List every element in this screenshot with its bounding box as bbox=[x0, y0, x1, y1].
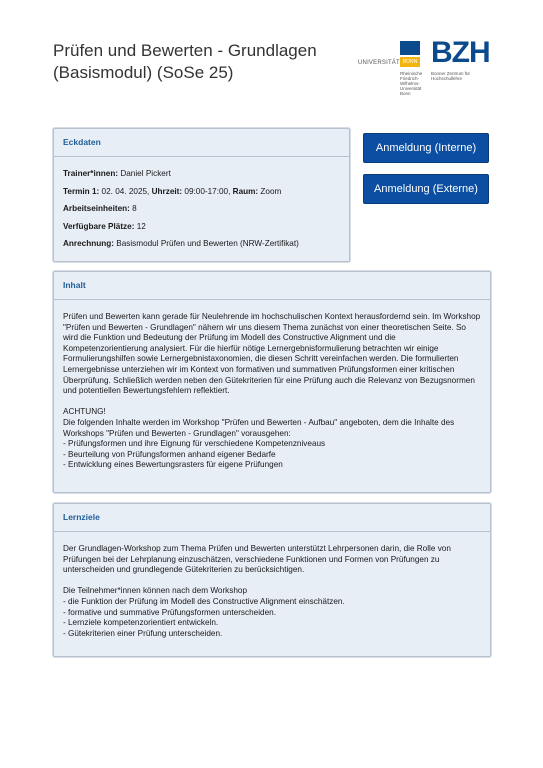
bzh-logo bbox=[358, 38, 498, 94]
bzh-logo-text: BZH bbox=[431, 36, 490, 69]
bzh-logo-subtext: Bonner Zentrum für Hochschullehre bbox=[431, 71, 471, 81]
inhalt-panel bbox=[53, 271, 491, 493]
inhalt-list-item: - Beurteilung von Prüfungsformen anhand eigener Bedarfe bbox=[63, 449, 276, 459]
page-title: Prüfen und Bewerten - Grundlagen (Basismodul) (SoSe 25) bbox=[53, 41, 317, 82]
lernziele-list-item: - formative und summative Prüfungsformen unterscheiden. bbox=[63, 607, 276, 617]
university-logo-bonn: BONN bbox=[400, 57, 420, 67]
inhalt-paragraph: Prüfen und Bewerten kann gerade für Neulehrende im hochschulischen Kontext herausfordernd sein. Im Workshop "Prüfen und Bewerten - Grundlagen" nähern wir uns diesem Thema zunächst von einer theoretischen Seite. So wird die Funktion und Bedeutung der Prüfung im Modell des Constructive Alignment und die Kompetenzorientierung analysiert. Für die hierfür nötige Lernergebnisformulierung betrachten wir einige Formulierungshilfen sowie Lernergebnistaxonomien, die diesen Schritt vereinfachen werden. Die formulierten Lernergebnisse unterziehen wir im Kontext von formativen und summativen Prüfungsformen einer kritischen Überprüfung. Schließlich werden neben den Gütekriterien für eine Prüfung auch die Relevanz von Bezugsnormen und potentiellen Bewertungsfehlern reflektiert. bbox=[63, 312, 481, 396]
eckdaten-panel bbox=[53, 128, 350, 262]
inhalt-list-item: - Entwicklung eines Bewertungsrasters für eigene Prüfungen bbox=[63, 460, 283, 470]
termin-line bbox=[63, 187, 340, 198]
arbeitseinheiten-label: Arbeitseinheiten: bbox=[63, 204, 130, 214]
lernziele-heading: Lernziele bbox=[54, 504, 490, 532]
anrechnung-label: Anrechnung: bbox=[63, 239, 114, 249]
plaetze-value: 12 bbox=[136, 221, 146, 231]
lernziele-list-item: - die Funktion der Prüfung im Modell des Constructive Alignment einschätzen. bbox=[63, 596, 345, 606]
lernziele-panel bbox=[53, 503, 491, 657]
lernziele-list-item: - Lernziele kompetenzorientiert entwickeln. bbox=[63, 618, 219, 628]
uhrzeit-value: 09:00-17:00, bbox=[184, 186, 231, 196]
plaetze-line bbox=[63, 222, 340, 233]
trainer-value: Daniel Pickert bbox=[120, 169, 171, 178]
trainer-line bbox=[63, 169, 340, 180]
trainer-label: Trainer*innen: bbox=[63, 169, 119, 178]
register-internal-button[interactable]: Anmeldung (Interne) bbox=[363, 133, 489, 163]
arbeitseinheiten-value: 8 bbox=[132, 204, 137, 214]
lernziele-list-item: - Gütekriterien einer Prüfung unterscheiden. bbox=[63, 628, 223, 638]
inhalt-list-item: - Prüfungsformen und ihre Eignung für verschiedene Kompetenzniveaus bbox=[63, 439, 326, 449]
lernziele-paragraph: Der Grundlagen-Workshop zum Thema Prüfen und Bewerten unterstützt Lehrpersonen darin, die Rolle von Prüfungen bei der Lehrplanung einzuschätzen, verschiedene Funktionen und Formen von Prüfungen zu unterscheiden und grundlegende Gütekriterien zu berücksichtigen. bbox=[63, 544, 451, 575]
eckdaten-heading: Eckdaten bbox=[54, 129, 349, 157]
anrechnung-value: Basismodul Prüfen und Bewerten (NRW-Zertifikat) bbox=[116, 239, 299, 249]
raum-label: Raum: bbox=[232, 186, 259, 196]
plaetze-label: Verfügbare Plätze: bbox=[63, 221, 135, 231]
university-logo-subtext: Rheinische Friedrich-Wilhelms-Universität Bonn bbox=[400, 71, 423, 96]
inhalt-heading: Inhalt bbox=[54, 272, 490, 300]
termin-date: 02. 04. 2025, bbox=[101, 186, 150, 196]
university-logo-mark bbox=[400, 41, 420, 55]
termin-label: Termin 1: bbox=[63, 186, 100, 196]
university-logo-text: UNIVERSITÄT bbox=[358, 60, 400, 66]
arbeitseinheiten-line bbox=[63, 204, 340, 215]
achtung-text: Die folgenden Inhalte werden im Workshop "Prüfen und Bewerten - Aufbau" angeboten, dem die Inhalte des Workshops "Prüfen und Bewerten - Grundlagen" vorausgehen: bbox=[63, 417, 455, 438]
uhrzeit-label: Uhrzeit: bbox=[151, 186, 183, 196]
register-external-button[interactable]: Anmeldung (Externe) bbox=[363, 174, 489, 204]
raum-value: Zoom bbox=[260, 186, 282, 196]
anrechnung-line bbox=[63, 239, 340, 250]
achtung-label: ACHTUNG! bbox=[63, 407, 106, 417]
lernziele-intro: Die Teilnehmer*innen können nach dem Workshop bbox=[63, 586, 248, 596]
